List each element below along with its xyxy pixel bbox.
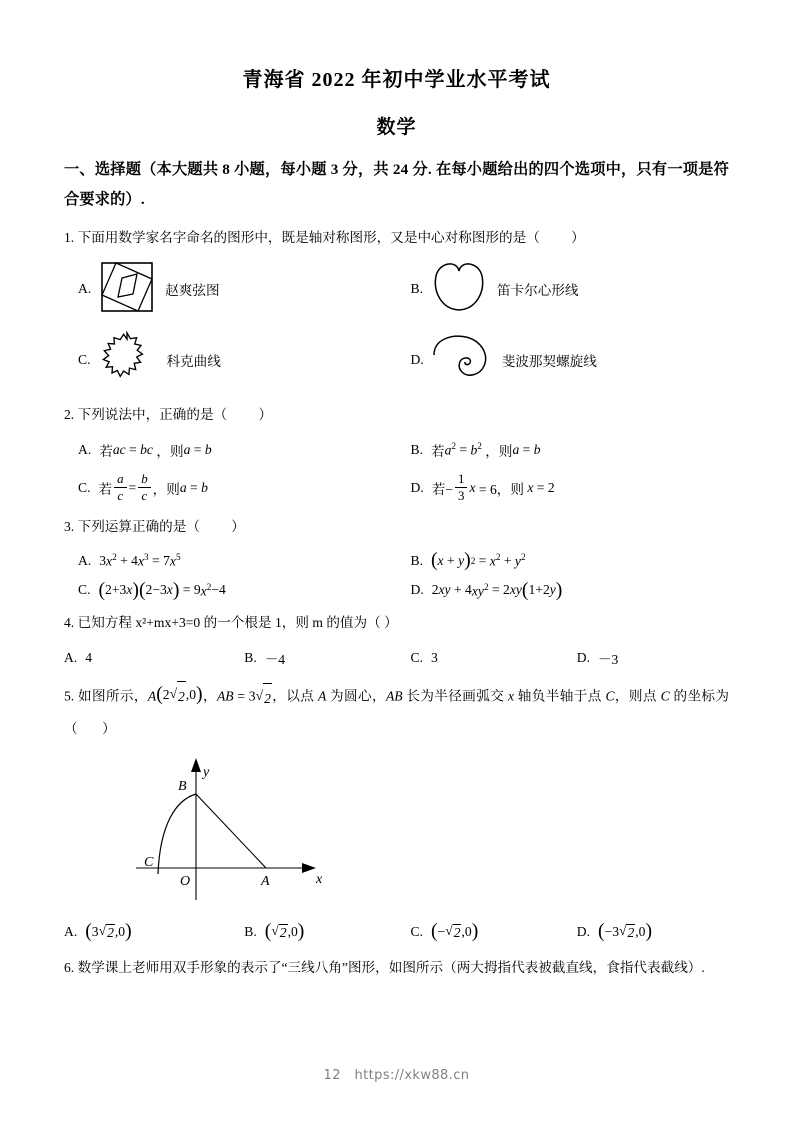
label-x: x bbox=[316, 871, 323, 887]
option-5d[interactable] bbox=[563, 920, 729, 942]
option-1d[interactable] bbox=[397, 329, 730, 391]
section-heading: 一、选择题（本大题共 8 小题，每小题 3 分，共 24 分. 在每小题给出的四个选项中，只有一项是符合要求的）. bbox=[64, 161, 729, 208]
coordinate-arc-diagram bbox=[124, 750, 729, 915]
option-4a-letter: A. bbox=[64, 650, 78, 666]
option-4d-text: －3 bbox=[597, 652, 619, 668]
option-3a[interactable] bbox=[64, 552, 397, 570]
question-5-options-row bbox=[64, 920, 729, 942]
zhaoshuang-square-icon bbox=[99, 261, 155, 317]
option-2d-text: 若− $\frac{1}{3}$ x = 6，则 x = 2 bbox=[431, 470, 555, 503]
option-2d[interactable] bbox=[397, 472, 730, 503]
option-4b-text: －4 bbox=[264, 652, 286, 668]
question-4 bbox=[64, 610, 729, 636]
option-4d[interactable] bbox=[563, 648, 729, 668]
question-3-stem: 下列运算正确的是（ bbox=[77, 519, 200, 535]
subject-title: 数学 bbox=[376, 117, 417, 138]
option-2b[interactable] bbox=[397, 440, 730, 460]
question-3-options-row-1 bbox=[64, 549, 729, 571]
option-5d-text: ( −3 √ 2 ,0 ) bbox=[597, 920, 653, 942]
option-5c-letter: C. bbox=[410, 923, 423, 939]
option-5a-letter: A. bbox=[64, 923, 78, 939]
fibonacci-spiral-icon bbox=[432, 333, 492, 387]
label-A: A bbox=[261, 873, 270, 889]
question-1-options-row-2 bbox=[64, 329, 729, 391]
option-4b-letter: B. bbox=[244, 650, 257, 666]
option-2b-text: 若 $a^2$ = $b^2$ ，则 a = b bbox=[430, 441, 541, 459]
option-5a-text: ( 3 √ 2 ,0 ) bbox=[85, 920, 132, 942]
option-4d-letter: D. bbox=[576, 650, 590, 666]
question-1-stem-tail: ） bbox=[571, 230, 585, 246]
option-4c-text: 3 bbox=[430, 650, 438, 666]
option-3b[interactable] bbox=[397, 549, 730, 571]
question-6-stem: 数学课上老师用双手形象的表示了“三线八角”图形，如图所示（两大拇指代表被截直线，食指代表截线）. bbox=[77, 960, 705, 976]
option-2c[interactable] bbox=[64, 472, 397, 503]
option-1a[interactable] bbox=[64, 261, 397, 317]
option-5c[interactable] bbox=[397, 920, 563, 942]
question-1-number: 1. bbox=[64, 230, 75, 246]
option-1d-letter: D. bbox=[410, 352, 424, 368]
question-3-options-row-2 bbox=[64, 578, 729, 601]
option-3b-letter: B. bbox=[410, 552, 423, 568]
question-2-stem-tail: ） bbox=[258, 407, 273, 423]
question-2-options-row-2 bbox=[64, 472, 729, 503]
option-5c-text: ( − √ 2 ,0 ) bbox=[430, 920, 479, 942]
option-2a[interactable] bbox=[64, 440, 397, 460]
question-6 bbox=[64, 955, 729, 981]
option-3c-text: ( 2+3 x ) ( 2−3 x ) = 9 $x^2$ −4 bbox=[98, 578, 226, 601]
option-1c[interactable] bbox=[64, 329, 397, 391]
option-4a[interactable] bbox=[64, 648, 230, 668]
question-3 bbox=[64, 514, 729, 540]
page-footer bbox=[0, 1068, 793, 1083]
cardioid-icon bbox=[431, 261, 487, 317]
option-2c-text: 若 $\frac{a}{c}$ = $\frac{b}{c}$ ，则 a = b bbox=[98, 470, 208, 503]
option-3d-letter: D. bbox=[410, 582, 424, 598]
label-O: O bbox=[180, 873, 191, 889]
option-3c[interactable] bbox=[64, 578, 397, 601]
option-2a-text: 若 ac = bc ，则 a = b bbox=[99, 441, 212, 459]
option-1b-letter: B. bbox=[410, 281, 423, 297]
question-4-number: 4. bbox=[64, 615, 75, 631]
option-4c[interactable] bbox=[397, 648, 563, 668]
option-1a-letter: A. bbox=[78, 281, 92, 297]
option-1c-letter: C. bbox=[78, 352, 91, 368]
question-2-number: 2. bbox=[64, 407, 75, 423]
question-3-stem-tail: ） bbox=[231, 519, 245, 535]
question-4-stem: 已知方程 x²+mx+3=0 的一个根是 1，则 m 的值为（ ） bbox=[77, 615, 398, 631]
option-2d-letter: D. bbox=[410, 479, 424, 495]
label-y: y bbox=[203, 764, 210, 780]
option-1c-label: 科克曲线 bbox=[166, 354, 221, 370]
option-1b-label: 笛卡尔心形线 bbox=[496, 283, 579, 299]
option-2a-letter: A. bbox=[78, 441, 92, 457]
question-2-stem: 下列说法中，正确的是（ bbox=[77, 407, 228, 423]
question-5-number: 5. bbox=[64, 688, 75, 704]
option-3b-text: ( x + y ) 2 = $x^2$ + $y^2$ bbox=[430, 549, 526, 571]
question-1-options-row-1 bbox=[64, 261, 729, 317]
option-3a-letter: A. bbox=[78, 552, 92, 568]
footer-watermark-url: https://xkw88.cn bbox=[354, 1068, 470, 1083]
question-4-options-row bbox=[64, 648, 729, 668]
option-5b[interactable] bbox=[230, 920, 396, 942]
label-B: B bbox=[178, 778, 187, 794]
option-4c-letter: C. bbox=[410, 650, 423, 666]
option-2c-letter: C. bbox=[78, 479, 91, 495]
option-5d-letter: D. bbox=[576, 923, 590, 939]
option-4b[interactable] bbox=[230, 648, 396, 668]
question-2-options-row-1 bbox=[64, 440, 729, 460]
option-5a[interactable] bbox=[64, 920, 230, 942]
option-5b-text: ( √ 2 ,0 ) bbox=[264, 920, 305, 942]
question-5: 5. 如图所示，A ( 2 √ 2 ,0 ) ，AB = 3 √ 2 ，以点 A 为圆心，AB 长为半径画弧交 x 轴负半轴于点 C，则点 C 的坐标为（ ） bbox=[64, 679, 729, 744]
koch-snowflake-icon bbox=[98, 329, 156, 391]
option-2b-letter: B. bbox=[410, 441, 423, 457]
option-1b[interactable] bbox=[397, 261, 730, 317]
option-3d-text: 2 xy + 4 $xy^2$ = 2 xy ( 1+2 y ) bbox=[431, 578, 563, 601]
option-5b-letter: B. bbox=[244, 923, 257, 939]
page-title: 青海省 2022 年初中学业水平考试 bbox=[242, 69, 551, 91]
question-1-stem: 下面用数学家名字命名的图形中，既是轴对称图形，又是中心对称图形的是（ bbox=[77, 230, 540, 246]
option-3a-text: 3 $x^2$ + 4 $x^3$ = 7 $x^5$ bbox=[99, 552, 181, 569]
question-3-number: 3. bbox=[64, 519, 75, 535]
option-4a-text: 4 bbox=[85, 650, 93, 666]
option-3d[interactable] bbox=[397, 578, 730, 601]
question-1 bbox=[64, 225, 729, 251]
label-C: C bbox=[144, 854, 154, 870]
option-1d-label: 斐波那契螺旋线 bbox=[501, 354, 597, 370]
option-3c-letter: C. bbox=[78, 582, 91, 598]
question-2 bbox=[64, 402, 729, 428]
footer-page-number: 12 bbox=[323, 1068, 341, 1083]
question-6-number: 6. bbox=[64, 960, 75, 976]
option-1a-label: 赵爽弦图 bbox=[165, 283, 220, 299]
